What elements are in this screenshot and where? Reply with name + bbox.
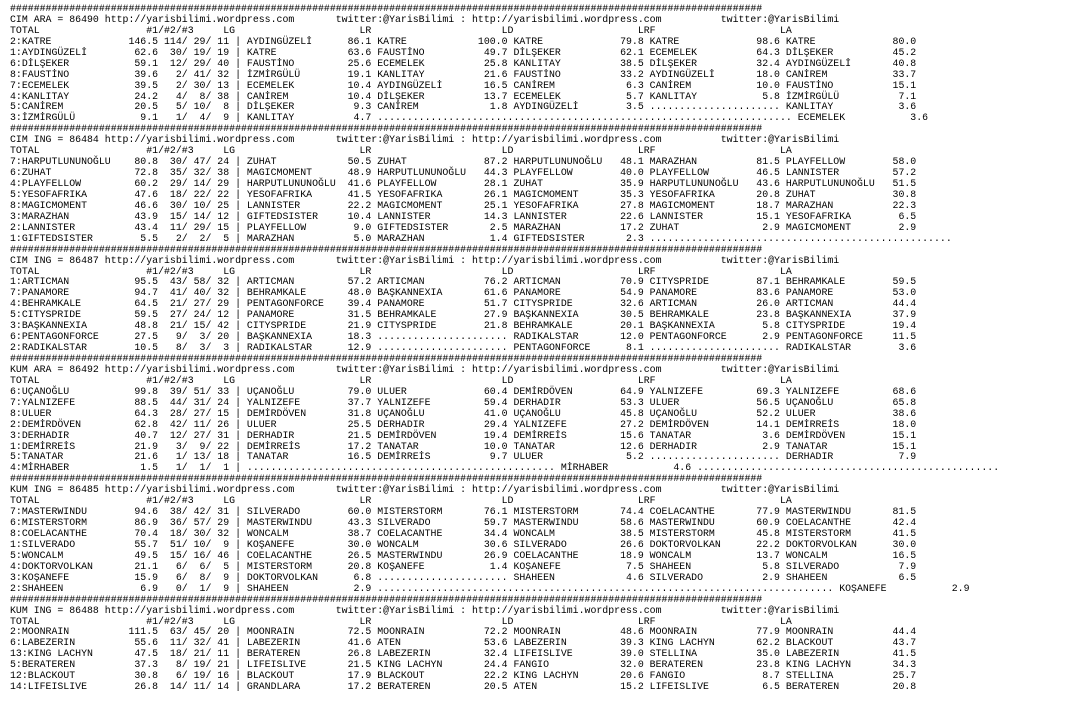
- ranking-row: 5:WONCALM 49.5 15/ 16/ 46 | COELACANTHE 26.5 MASTERWINDU 26.9 COELACANTHE 18.9 WONCALM 13.7 WONCALM 16.5: [10, 549, 917, 562]
- ranking-row: 2:KATRE 146.5 114/ 29/ 11 | AYDINGÜZELİ 86.1 KATRE 100.0 KATRE 79.8 KATRE 98.6 KATRE 80.0: [10, 35, 917, 48]
- race-block-4: [10, 365, 1077, 474]
- ranking-row: 3:BAŞKANNEXIA 48.8 21/ 15/ 42 | CITYSPRIDE 21.9 CITYSPRIDE 21.8 BEHRAMKALE 20.1 BAŞKANNEXIA 5.8 CITYSPRIDE 19.4: [10, 320, 917, 333]
- ranking-row: 4:BEHRAMKALE 64.5 21/ 27/ 29 | PENTAGONFORCE 39.4 PANAMORE 51.7 CITYSPRIDE 32.6 ARTICMAN 26.0 ARTICMAN 44.4: [10, 298, 917, 311]
- ranking-row: 6:UÇANOĞLU 99.8 39/ 51/ 33 | UÇANOĞLU 79.0 ULUER 60.4 DEMİRDÖVEN 64.9 YALNIZEFE 69.3 YALNIZEFE 68.6: [10, 385, 917, 398]
- ranking-row: 12:BLACKOUT 30.8 6/ 19/ 16 | BLACKOUT 17.9 BLACKOUT 22.2 KING LACHYN 20.6 FANGIO 8.7 STELLINA 25.7: [10, 670, 917, 683]
- race-block-6: [10, 606, 1077, 694]
- race-header-line: CIM ARA = 86490 http://yarisbilimi.wordpress.com twitter:@YarisBilimi : http://yarisbilimi.wordpress.com twitter:@YarisBilimi: [10, 13, 840, 26]
- ranking-row: 2:SHAHEEN 6.9 0/ 1/ 9 | SHAHEEN 2.9 ............................................................................. KOŞANEFE 2.9: [10, 582, 970, 595]
- race-header-line: KUM ARA = 86492 http://yarisbilimi.wordpress.com twitter:@YarisBilimi : http://yarisbilimi.wordpress.com twitter:@YarisBilimi: [10, 363, 840, 376]
- race-header-line: CIM ING = 86487 http://yarisbilimi.wordpress.com twitter:@YarisBilimi : http://yarisbilimi.wordpress.com twitter:@YarisBilimi: [10, 254, 840, 267]
- race-header-line: KUM ING = 86485 http://yarisbilimi.wordpress.com twitter:@YarisBilimi : http://yarisbilimi.wordpress.com twitter:@YarisBilimi: [10, 484, 840, 497]
- ranking-row: 6:PENTAGONFORCE 27.5 9/ 3/ 20 | BAŞKANNEXIA 18.3 ...................... RADIKALSTAR 12.0 PENTAGONFORCE 2.9 PENTAGONFORCE 11.5: [10, 331, 917, 344]
- ranking-row: 1:AYDINGÜZELİ 62.6 30/ 19/ 19 | KATRE 63.6 FAUSTİNO 49.7 DİLŞEKER 62.1 ECEMELEK 64.3 DİLŞEKER 45.2: [10, 46, 917, 59]
- separator-line: ###############################################################################################################################: [10, 4, 763, 15]
- ranking-row: 2:MOONRAIN 111.5 63/ 45/ 20 | MOONRAIN 72.5 MOONRAIN 72.2 MOONRAIN 48.6 MOONRAIN 77.9 MOONRAIN 44.4: [10, 626, 917, 639]
- ranking-row: 8:FAUSTİNO 39.6 2/ 41/ 32 | İZMİRGÜLÜ 19.1 KANLITAY 21.6 FAUSTİNO 33.2 AYDINGÜZELİ 18.0 CANİREM 33.7: [10, 68, 917, 81]
- ranking-row: 1:GIFTEDSISTER 5.5 2/ 2/ 5 | MARAZHAN 5.0 MARAZHAN 1.4 GIFTEDSISTER 2.3 ...................................................: [10, 232, 952, 245]
- race-block-1: [10, 15, 1077, 124]
- ranking-row: 6:LABEZERIN 55.6 11/ 32/ 41 | LABEZERIN 41.6 ATEN 53.6 LABEZERIN 39.3 KING LACHYN 62.2 BLACKOUT 43.7: [10, 637, 917, 650]
- separator-line: ###############################################################################################################################: [10, 594, 763, 606]
- separator-line: ###############################################################################################################################: [10, 124, 763, 136]
- ranking-row: 13:KING LACHYN 47.5 18/ 21/ 11 | BERATEREN 26.8 LABEZERIN 32.4 LIFEISLIVE 39.0 STELLINA 35.0 LABEZERIN 41.5: [10, 648, 917, 661]
- race-block-2: [10, 135, 1077, 244]
- column-header-line: TOTAL #1/#2/#3 LG LR LD LRF LA: [10, 615, 792, 628]
- ranking-row: 4:PLAYFELLOW 60.2 29/ 14/ 29 | HARPUTLUNUNOĞLU 41.6 PLAYFELLOW 28.1 ZUHAT 35.9 HARPUTLUNUNOĞLU 43.6 HARPUTLUNUNOĞLU 51.5: [10, 178, 917, 190]
- ranking-row: 2:LANNISTER 43.4 11/ 29/ 15 | PLAYFELLOW 9.0 GIFTEDSISTER 2.5 MARAZHAN 17.2 ZUHAT 2.9 MAGICMOMENT 2.9: [10, 221, 917, 234]
- ranking-row: 5:TANATAR 21.6 1/ 13/ 18 | TANATAR 16.5 DEMİRREİS 9.7 ULUER 5.2 ...................... DERHADIR 7.9: [10, 451, 917, 464]
- ranking-row: 1:ARTICMAN 95.5 43/ 58/ 32 | ARTICMAN 57.2 ARTICMAN 76.2 ARTICMAN 70.9 CITYSPRIDE 87.1 BEHRAMKALE 59.5: [10, 276, 917, 289]
- race-header-line: KUM ING = 86488 http://yarisbilimi.wordpress.com twitter:@YarisBilimi : http://yarisbilimi.wordpress.com twitter:@YarisBilimi: [10, 604, 840, 617]
- ranking-row: 5:CANİREM 20.5 5/ 10/ 8 | DİLŞEKER 9.3 CANİREM 1.8 AYDINGÜZELİ 3.5 ...................... KANLITAY 3.6: [10, 101, 917, 114]
- ranking-row: 5:BERATEREN 37.3 8/ 19/ 21 | LIFEISLIVE 21.5 KING LACHYN 24.4 FANGIO 32.0 BERATEREN 23.8 KING LACHYN 34.3: [10, 659, 917, 672]
- ranking-row: 6:MISTERSTORM 86.9 36/ 57/ 29 | MASTERWINDU 43.3 SILVERADO 59.7 MASTERWINDU 58.6 MASTERWINDU 60.9 COELACANTHE 42.4: [10, 517, 917, 530]
- ranking-row: 3:MARAZHAN 43.9 15/ 14/ 12 | GIFTEDSISTER 10.4 LANNISTER 14.3 LANNISTER 22.6 LANNISTER 15.1 YESOFAFRIKA 6.5: [10, 210, 917, 223]
- ranking-row: 3:DERHADIR 40.7 12/ 27/ 31 | DERHADIR 21.5 DEMİRDÖVEN 19.4 DEMİRREİS 15.6 TANATAR 3.6 DEMİRDÖVEN 15.1: [10, 429, 917, 442]
- ranking-row: 14:LIFEISLIVE 26.8 14/ 11/ 14 | GRANDLARA 17.2 BERATEREN 20.5 ATEN 15.2 LIFEISLIVE 6.5 BERATEREN 20.8: [10, 681, 917, 694]
- race-block-5: [10, 485, 1077, 594]
- ranking-row: 4:DOKTORVOLKAN 21.1 6/ 6/ 5 | MISTERSTORM 20.8 KOŞANEFE 1.4 KOŞANEFE 7.5 SHAHEEN 5.8 SILVERADO 7.9: [10, 560, 917, 573]
- ranking-row: 3:İZMİRGÜLÜ 9.1 1/ 4/ 9 | KANLITAY 4.7 ...................................................................... ECEMELEK 3.6: [10, 112, 929, 125]
- ranking-row: 4:MİRHABER 1.5 1/ 1/ 1 | .................................................... MİRHABER 4.6 ...................................................: [10, 462, 1000, 475]
- separator-line: ###############################################################################################################################: [10, 474, 763, 486]
- ranking-row: 7:PANAMORE 94.7 41/ 40/ 32 | BEHRAMKALE 48.0 BAŞKANNEXIA 61.6 PANAMORE 54.9 PANAMORE 83.6 PANAMORE 53.0: [10, 287, 917, 300]
- ranking-row: 1:SILVERADO 55.7 51/ 10/ 9 | KOŞANEFE 30.0 WONCALM 30.6 SILVERADO 26.6 DOKTORVOLKAN 22.2 DOKTORVOLKAN 30.0: [10, 538, 917, 551]
- ranking-row: 2:DEMİRDÖVEN 62.8 42/ 11/ 26 | ULUER 25.5 DERHADIR 29.4 YALNIZEFE 27.2 DEMİRDÖVEN 14.1 DEMİRREİS 18.0: [10, 418, 917, 431]
- column-header-line: TOTAL #1/#2/#3 LG LR LD LRF LA: [10, 265, 792, 278]
- race-header-line: CIM ING = 86484 http://yarisbilimi.wordpress.com twitter:@YarisBilimi : http://yarisbilimi.wordpress.com twitter:@YarisBilimi: [10, 134, 840, 147]
- ranking-row: 5:YESOFAFRIKA 47.6 18/ 22/ 22 | YESOFAFRIKA 41.5 YESOFAFRIKA 26.1 MAGICMOMENT 35.3 YESOFAFRIKA 20.8 ZUHAT 30.8: [10, 188, 917, 201]
- ranking-row: 3:KOŞANEFE 15.9 6/ 8/ 9 | DOKTORVOLKAN 6.8 ...................... SHAHEEN 4.6 SILVERADO 2.9 SHAHEEN 6.5: [10, 571, 917, 584]
- column-header-line: TOTAL #1/#2/#3 LG LR LD LRF LA: [10, 495, 792, 508]
- ranking-row: 4:KANLITAY 24.2 4/ 8/ 38 | CANİREM 10.4 DİLŞEKER 13.7 ECEMELEK 5.7 KANLITAY 5.8 İZMİRGÜLÜ 7.1: [10, 90, 917, 103]
- ranking-row: 7:MASTERWINDU 94.6 38/ 42/ 31 | SILVERADO 60.0 MISTERSTORM 76.1 MISTERSTORM 74.4 COELACANTHE 77.9 MASTERWINDU 81.5: [10, 506, 917, 519]
- ranking-row: 8:COELACANTHE 70.4 18/ 30/ 32 | WONCALM 38.7 COELACANTHE 34.4 WONCALM 38.5 MISTERSTORM 45.8 MISTERSTORM 41.5: [10, 528, 917, 540]
- ranking-row: 8:MAGICMOMENT 46.6 30/ 10/ 25 | LANNISTER 22.2 MAGICMOMENT 25.1 YESOFAFRIKA 27.8 MAGICMOMENT 18.7 MARAZHAN 22.3: [10, 199, 917, 212]
- separator-line: ###############################################################################################################################: [10, 244, 763, 256]
- ranking-row: 6:ZUHAT 72.8 35/ 32/ 38 | MAGICMOMENT 48.9 HARPUTLUNUNOĞLU 44.3 PLAYFELLOW 40.0 PLAYFELLOW 46.5 LANNISTER 57.2: [10, 167, 917, 180]
- ranking-row: 8:ULUER 64.3 28/ 27/ 15 | DEMİRDÖVEN 31.8 UÇANOĞLU 41.0 UÇANOĞLU 45.8 UÇANOĞLU 52.2 ULUER 38.6: [10, 407, 917, 420]
- ranking-row: 7:HARPUTLUNUNOĞLU 80.8 30/ 47/ 24 | ZUHAT 50.5 ZUHAT 87.2 HARPUTLUNUNOĞLU 48.1 MARAZHAN 81.5 PLAYFELLOW 58.0: [10, 156, 917, 169]
- ranking-row: 2:RADIKALSTAR 10.5 8/ 3/ 3 | RADIKALSTAR 12.9 ...................... PENTAGONFORCE 8.1 ...................... RADIKALSTAR 3.6: [10, 342, 917, 355]
- ranking-row: 7:ECEMELEK 39.5 2/ 30/ 13 | ECEMELEK 10.4 AYDINGÜZELİ 16.5 CANİREM 6.3 CANİREM 10.0 FAUSTİNO 15.1: [10, 79, 917, 92]
- ranking-row: 6:DİLŞEKER 59.1 12/ 29/ 40 | FAUSTİNO 25.6 ECEMELEK 25.8 KANLITAY 38.5 DİLŞEKER 32.4 AYDINGÜZELİ 40.8: [10, 57, 917, 70]
- ranking-row: 7:YALNIZEFE 88.5 44/ 31/ 24 | YALNIZEFE 37.7 YALNIZEFE 59.4 DERHADIR 53.3 ULUER 56.5 UÇANOĞLU 65.8: [10, 396, 917, 409]
- ranking-row: 5:CITYSPRIDE 59.5 27/ 24/ 12 | PANAMORE 31.5 BEHRAMKALE 27.9 BAŞKANNEXIA 30.5 BEHRAMKALE 23.8 BAŞKANNEXIA 37.9: [10, 309, 917, 322]
- column-header-line: TOTAL #1/#2/#3 LG LR LD LRF LA: [10, 374, 792, 387]
- column-header-line: TOTAL #1/#2/#3 LG LR LD LRF LA: [10, 145, 792, 158]
- separator-line: ###############################################################################################################################: [10, 354, 763, 365]
- race-block-3: [10, 256, 1077, 354]
- column-header-line: TOTAL #1/#2/#3 LG LR LD LRF LA: [10, 24, 792, 37]
- ranking-row: 1:DEMİRREİS 21.9 3/ 9/ 22 | DEMİRREİS 17.2 TANATAR 10.0 TANATAR 12.6 DERHADIR 2.9 TANATAR 15.1: [10, 440, 917, 453]
